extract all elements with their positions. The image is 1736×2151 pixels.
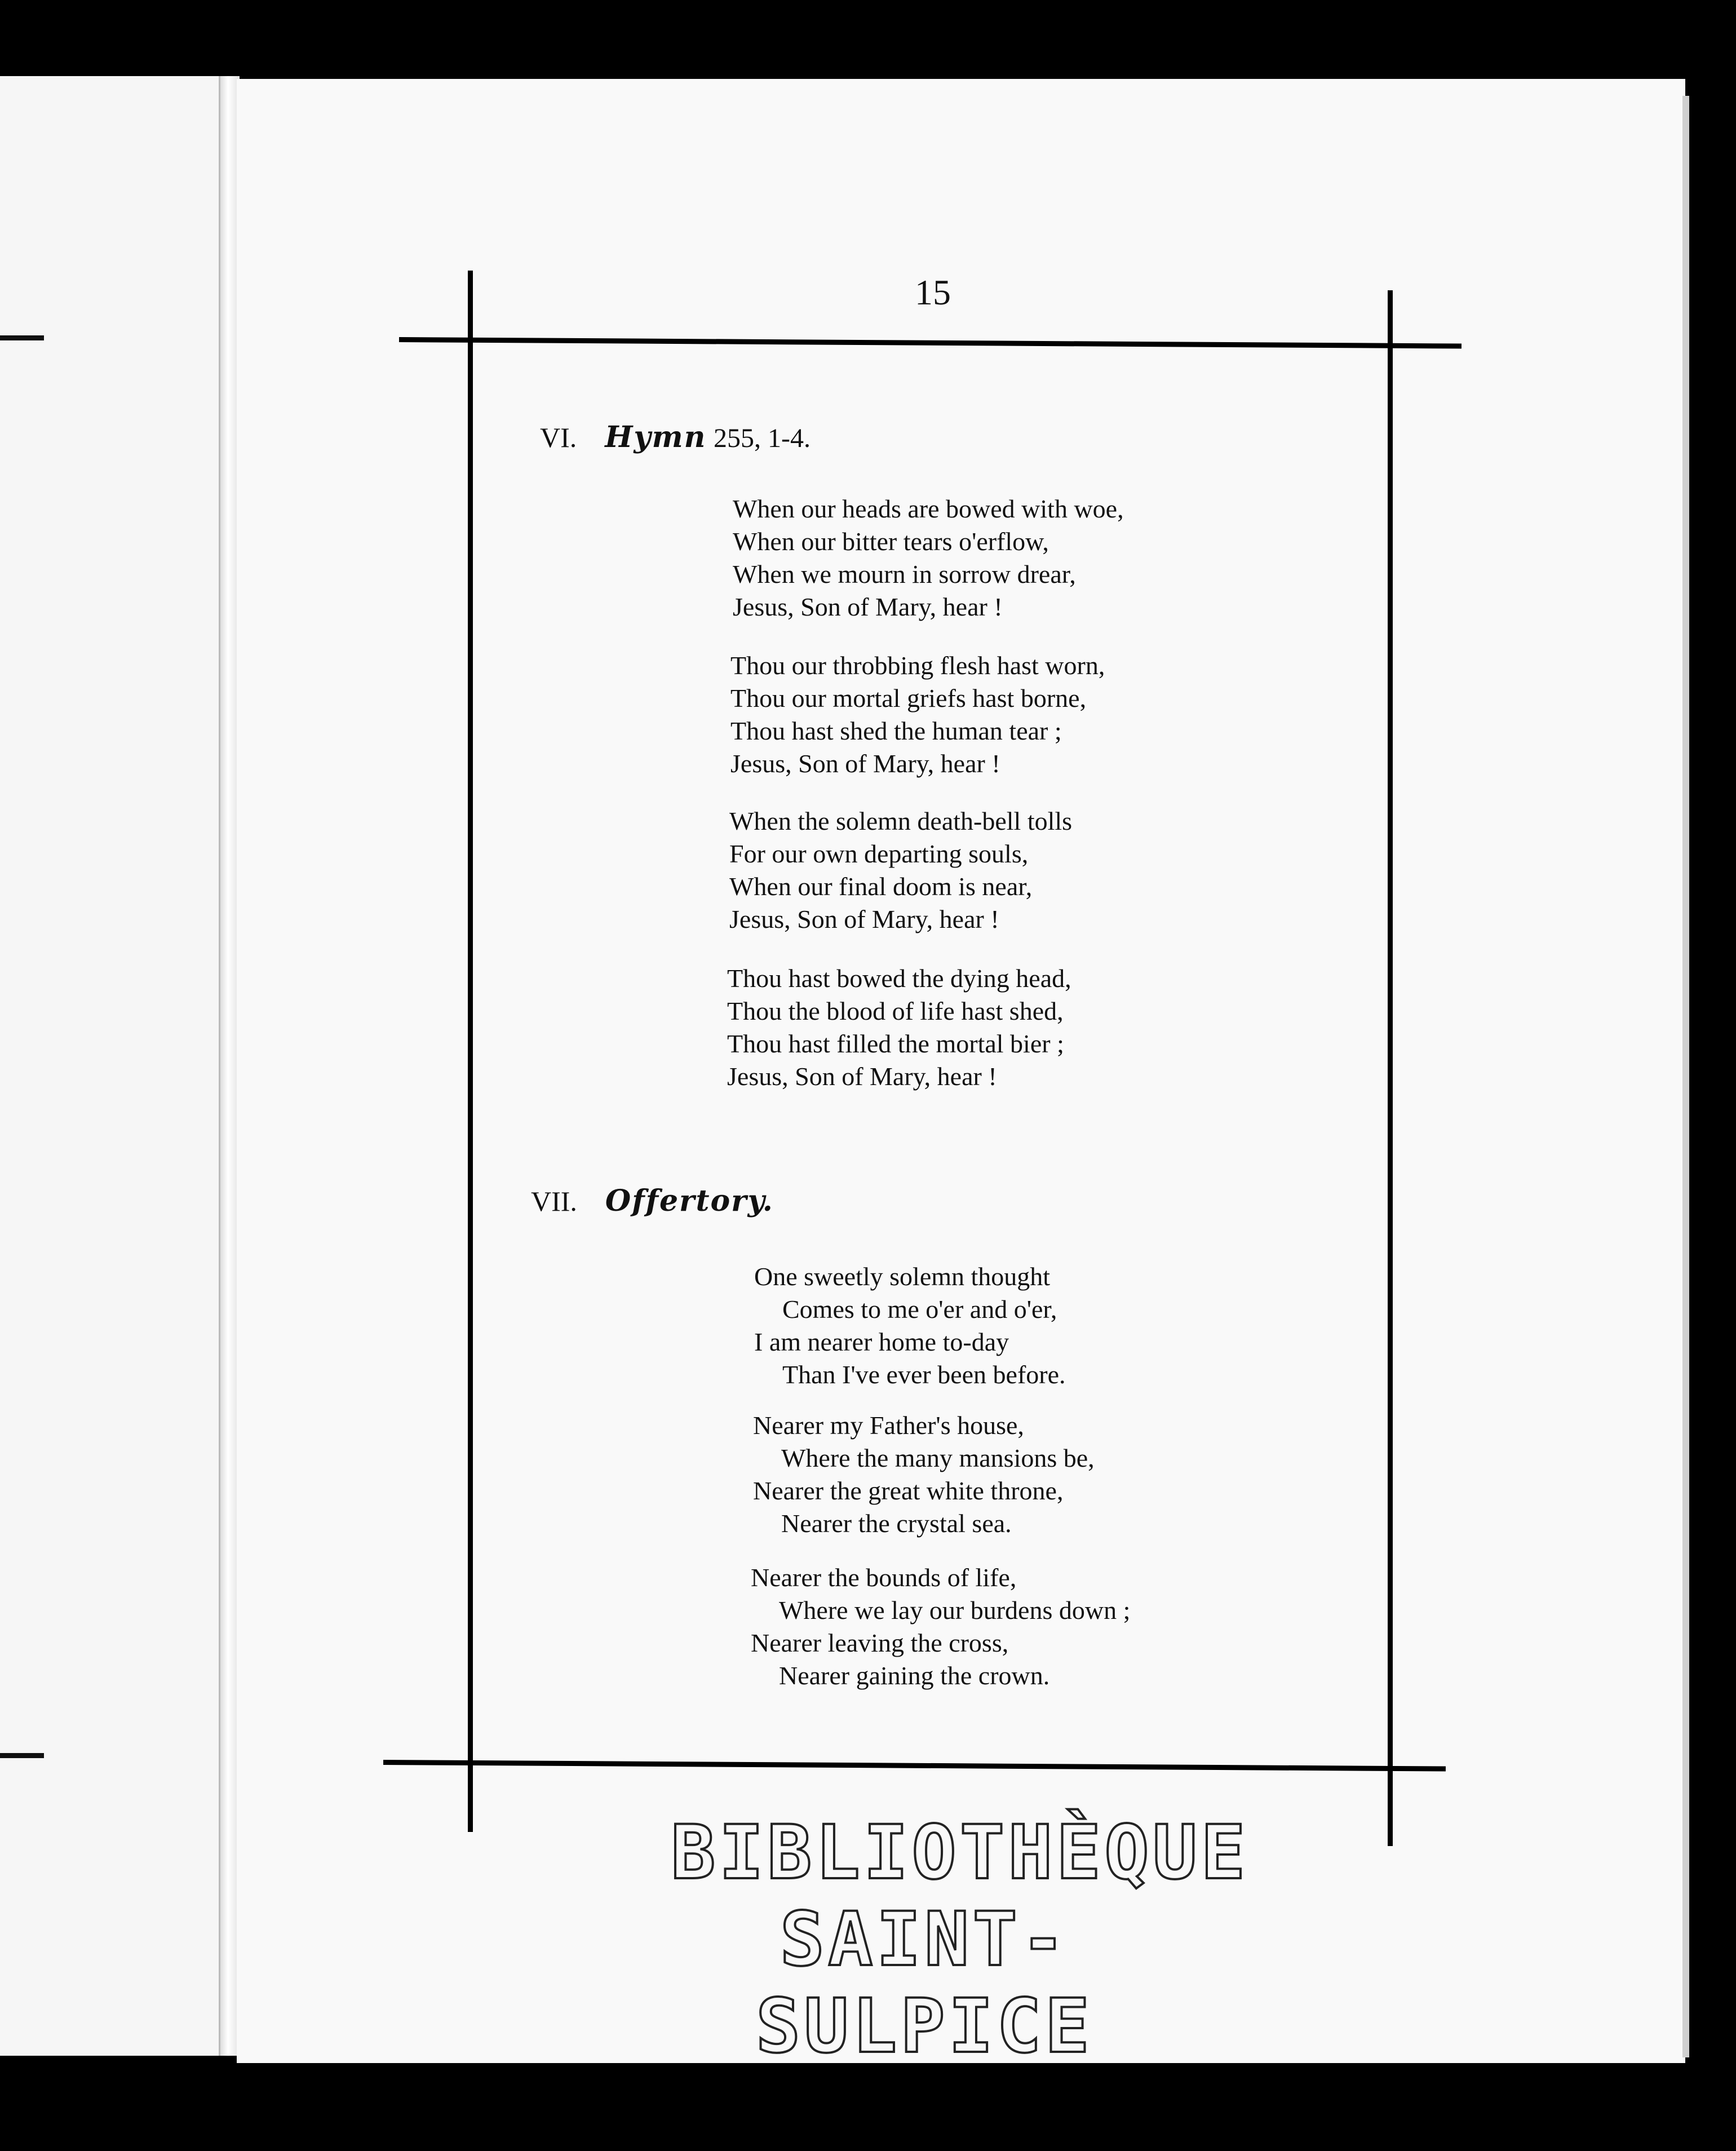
verse-line: Where we lay our burdens down ; bbox=[779, 1596, 1131, 1625]
left-page bbox=[0, 76, 225, 2056]
verse-line: When our final doom is near, bbox=[729, 872, 1033, 901]
verse-line: Jesus, Son of Mary, hear ! bbox=[730, 749, 1000, 778]
hymn-stanza bbox=[730, 649, 1105, 780]
section-title: Offertory. bbox=[605, 1184, 774, 1218]
offertory-stanza bbox=[753, 1409, 1095, 1540]
page-number: 15 bbox=[915, 272, 951, 312]
section-heading-vii bbox=[531, 1184, 774, 1218]
verse-line: For our own departing souls, bbox=[729, 839, 1029, 868]
page-edge bbox=[1682, 96, 1689, 2057]
section-title: Hymn bbox=[605, 420, 707, 454]
library-stamp bbox=[671, 1809, 1249, 2070]
verse-line: Thou our mortal griefs hast borne, bbox=[730, 684, 1087, 712]
verse-line: Jesus, Son of Mary, hear ! bbox=[727, 1062, 997, 1091]
verse-line: Thou our throbbing flesh hast worn, bbox=[730, 651, 1105, 680]
verse-line: When we mourn in sorrow drear, bbox=[733, 560, 1076, 588]
section-numeral: VII. bbox=[531, 1185, 577, 1217]
left-page-rule-bottom bbox=[0, 1753, 44, 1758]
verse-line: When our heads are bowed with woe, bbox=[733, 494, 1124, 523]
verse-line: When the solemn death-bell tolls bbox=[729, 807, 1073, 835]
verse-line: One sweetly solemn thought bbox=[754, 1262, 1051, 1291]
verse-line: Comes to me o'er and o'er, bbox=[782, 1295, 1057, 1324]
section-numeral: VI. bbox=[540, 422, 577, 453]
verse-line: Thou hast filled the mortal bier ; bbox=[727, 1029, 1064, 1058]
verse-line: Nearer gaining the crown. bbox=[779, 1661, 1050, 1690]
verse-line: Thou hast bowed the dying head, bbox=[727, 964, 1071, 993]
hymn-stanza bbox=[729, 805, 1072, 936]
verse-line: Thou hast shed the human tear ; bbox=[730, 716, 1062, 745]
verse-line: Jesus, Son of Mary, hear ! bbox=[733, 592, 1003, 621]
section-heading-vi bbox=[540, 420, 811, 454]
verse-line: Jesus, Son of Mary, hear ! bbox=[729, 905, 999, 933]
verse-line: Nearer leaving the cross, bbox=[751, 1628, 1009, 1657]
verse-line: Nearer the crystal sea. bbox=[781, 1509, 1012, 1538]
verse-line: Nearer my Father's house, bbox=[753, 1411, 1024, 1440]
stamp-line: SAINT-SULPICE bbox=[755, 1896, 1093, 2070]
hymn-stanza bbox=[733, 493, 1124, 623]
hymn-stanza bbox=[727, 962, 1071, 1093]
verse-line: Nearer the great white throne, bbox=[753, 1476, 1064, 1505]
offertory-stanza bbox=[751, 1561, 1130, 1692]
frame-right-line bbox=[1388, 290, 1393, 1846]
verse-line: Nearer the bounds of life, bbox=[751, 1563, 1017, 1592]
verse-line: Thou the blood of life hast shed, bbox=[727, 997, 1064, 1025]
verse-line: I am nearer home to-day bbox=[754, 1327, 1009, 1356]
left-page-rule-top bbox=[0, 335, 44, 340]
verse-line: Than I've ever been before. bbox=[782, 1360, 1066, 1389]
frame-left-line bbox=[468, 271, 473, 1832]
verse-line: When our bitter tears o'erflow, bbox=[733, 527, 1049, 556]
offertory-stanza bbox=[754, 1260, 1066, 1391]
section-reference: 255, 1-4. bbox=[713, 423, 811, 453]
verse-line: Where the many mansions be, bbox=[781, 1444, 1095, 1472]
stamp-line: BIBLIOTHÈQUE bbox=[671, 1809, 1249, 1896]
